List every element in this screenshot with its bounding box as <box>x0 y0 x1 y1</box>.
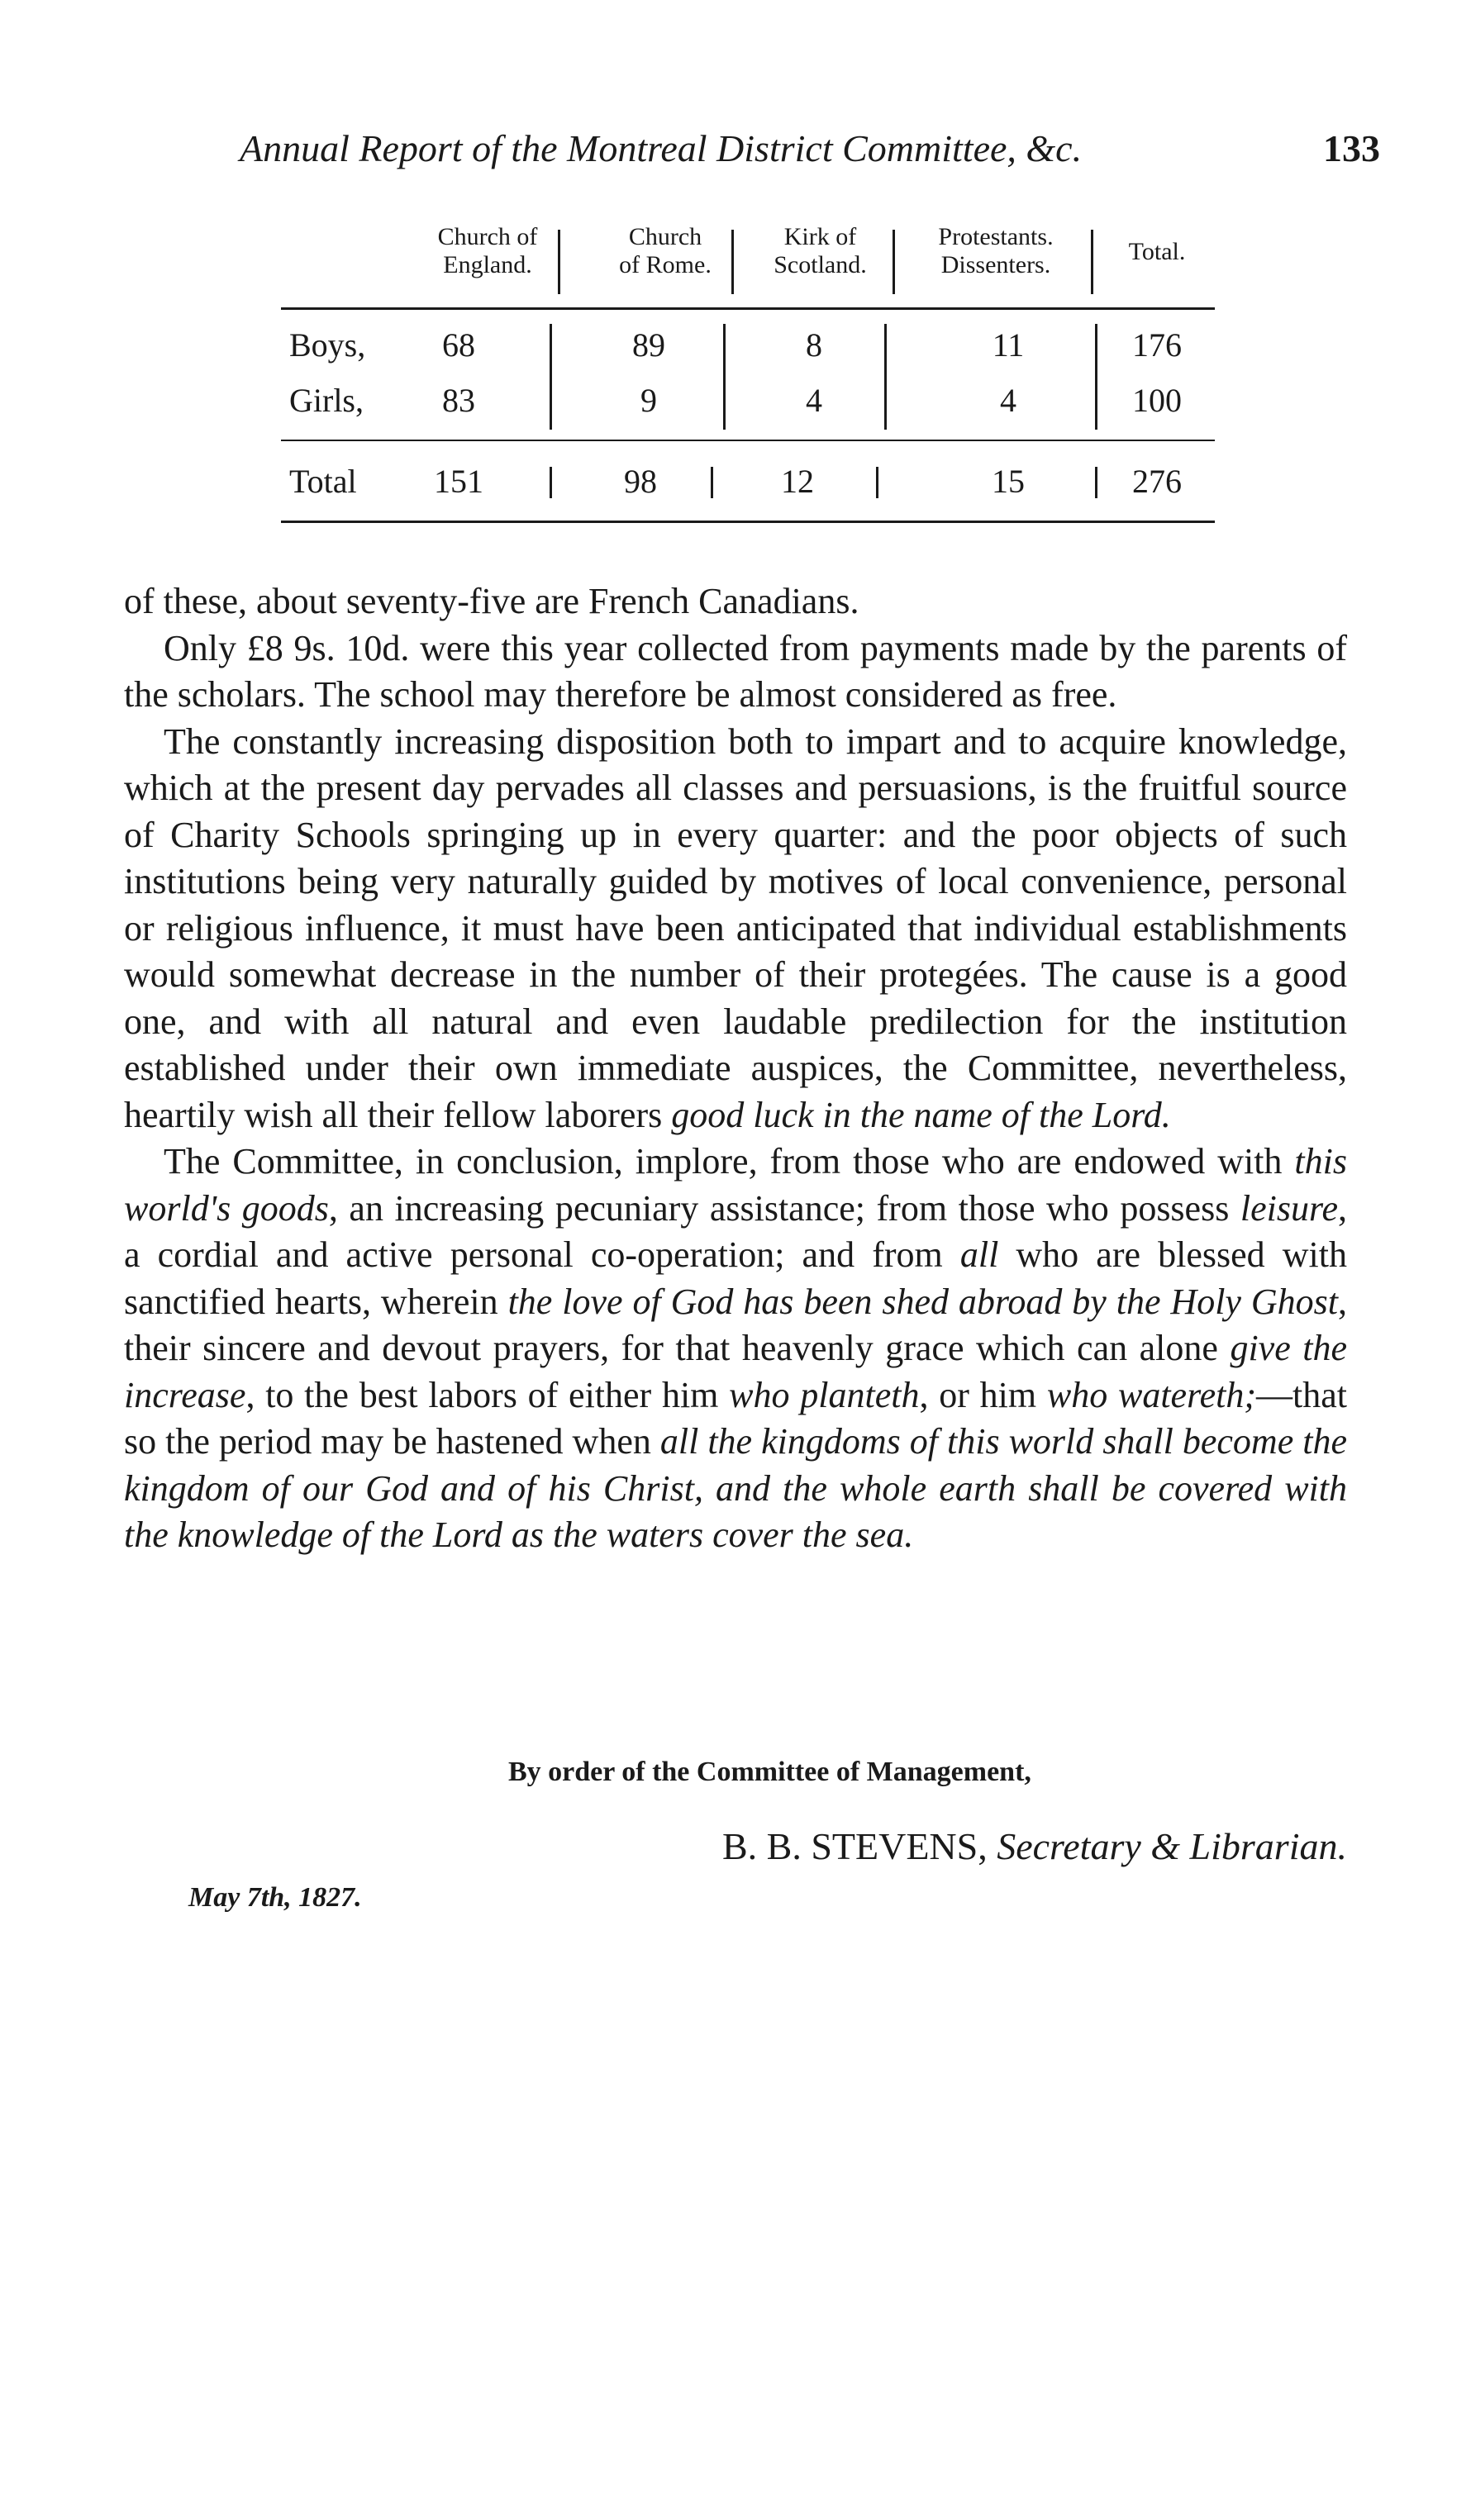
header-church-of-rome: Church of Rome. <box>619 223 712 278</box>
paragraph-4: The Committee, in conclusion, implore, from those who are endowed with this world's goods, an increasing pecuniary assistance; from those who possess leisure, a cordial and active personal co-operation; and from all who are blessed with sanctified hearts, wherein the love of God has been shed abroad by the Holy Ghost, their sincere and devout prayers, for that heavenly grace which can alone give the increase, to the best labors of either him who planteth, or him who watereth;—that so the period may be hastened when all the kingdoms of this world shall become the kingdom of our God and of his Christ, and the whole earth shall be covered with the knowledge of the Lord as the waters cover the sea. <box>124 1141 1348 1555</box>
table-cell: 11 <box>992 326 1025 364</box>
header-protestant-dissenters: Protestants. Dissenters. <box>938 223 1054 278</box>
column-divider <box>723 324 726 430</box>
column-divider <box>558 230 560 294</box>
running-head <box>240 120 1380 178</box>
table-cell: 4 <box>1000 382 1016 419</box>
table-cell: 4 <box>806 382 822 419</box>
column-divider <box>893 230 895 294</box>
date-line: May 7th, 1827. <box>188 1882 362 1913</box>
table-bottom-rule <box>281 521 1215 523</box>
table-cell: 98 <box>624 463 657 500</box>
paragraph-3: The constantly increasing disposition both to impart and to acquire knowledge, which at the present day pervades all classes and persuasions, is the fruitful source of Charity Schools springing up in every quarter: and the poor objects of such institutions being very naturally guided by motives of local convenience, personal or religious influence, it must have been anticipated that individual establishments would somewhat decrease in the number of their protegées. The cause is a good one, and with all natural and even laudable predilection for the institution established under their own immediate auspices, the Committee, nevertheless, heartily wish all their fellow laborers good luck in the name of the Lord. <box>124 720 1347 1135</box>
column-divider <box>550 467 552 498</box>
header-rule <box>281 307 1215 310</box>
table-cell: 15 <box>992 463 1025 500</box>
signatory-name: B. B. STEVENS, <box>721 1825 988 1867</box>
subtotal-rule <box>281 440 1215 441</box>
row-label-boys: Boys, <box>289 326 366 364</box>
table-cell: 12 <box>781 463 814 500</box>
signature <box>578 1822 1347 1871</box>
table-cell: 68 <box>442 326 475 364</box>
row-label-girls: Girls, <box>289 382 364 419</box>
header-kirk-of-scotland: Kirk of Scotland. <box>774 223 867 278</box>
column-divider <box>1095 324 1097 430</box>
page-number: 133 <box>1323 127 1380 169</box>
column-divider <box>550 324 552 430</box>
table-cell: 83 <box>442 382 475 419</box>
column-divider <box>884 324 887 430</box>
header-church-of-england: Church of England. <box>437 223 538 278</box>
order-line: By order of the Committee of Management, <box>508 1757 1031 1787</box>
column-divider <box>711 467 713 498</box>
table-cell: 151 <box>434 463 483 500</box>
table-cell: 89 <box>632 326 665 364</box>
table-cell: 100 <box>1132 382 1182 419</box>
paragraph-2: Only £8 9s. 10d. were this year collected from payments made by the parents of the scholars. The school may therefore be almost considered as free. <box>124 627 1347 715</box>
header-total: Total. <box>1128 238 1186 265</box>
paragraph-1: of these, about seventy-five are French Canadians. <box>124 581 859 621</box>
column-divider <box>1095 467 1097 498</box>
enrollment-table <box>281 223 1215 537</box>
column-divider <box>731 230 734 294</box>
running-head-title: Annual Report of the Montreal District Committee, &c. <box>240 127 1083 169</box>
table-cell: 276 <box>1132 463 1182 500</box>
signatory-role: Secretary & Librarian. <box>997 1825 1347 1867</box>
table-cell: 176 <box>1132 326 1182 364</box>
column-divider <box>1091 230 1093 294</box>
column-divider <box>876 467 878 498</box>
body-text <box>124 578 1347 1559</box>
table-cell: 9 <box>640 382 657 419</box>
row-label-total: Total <box>289 463 357 500</box>
table-cell: 8 <box>806 326 822 364</box>
